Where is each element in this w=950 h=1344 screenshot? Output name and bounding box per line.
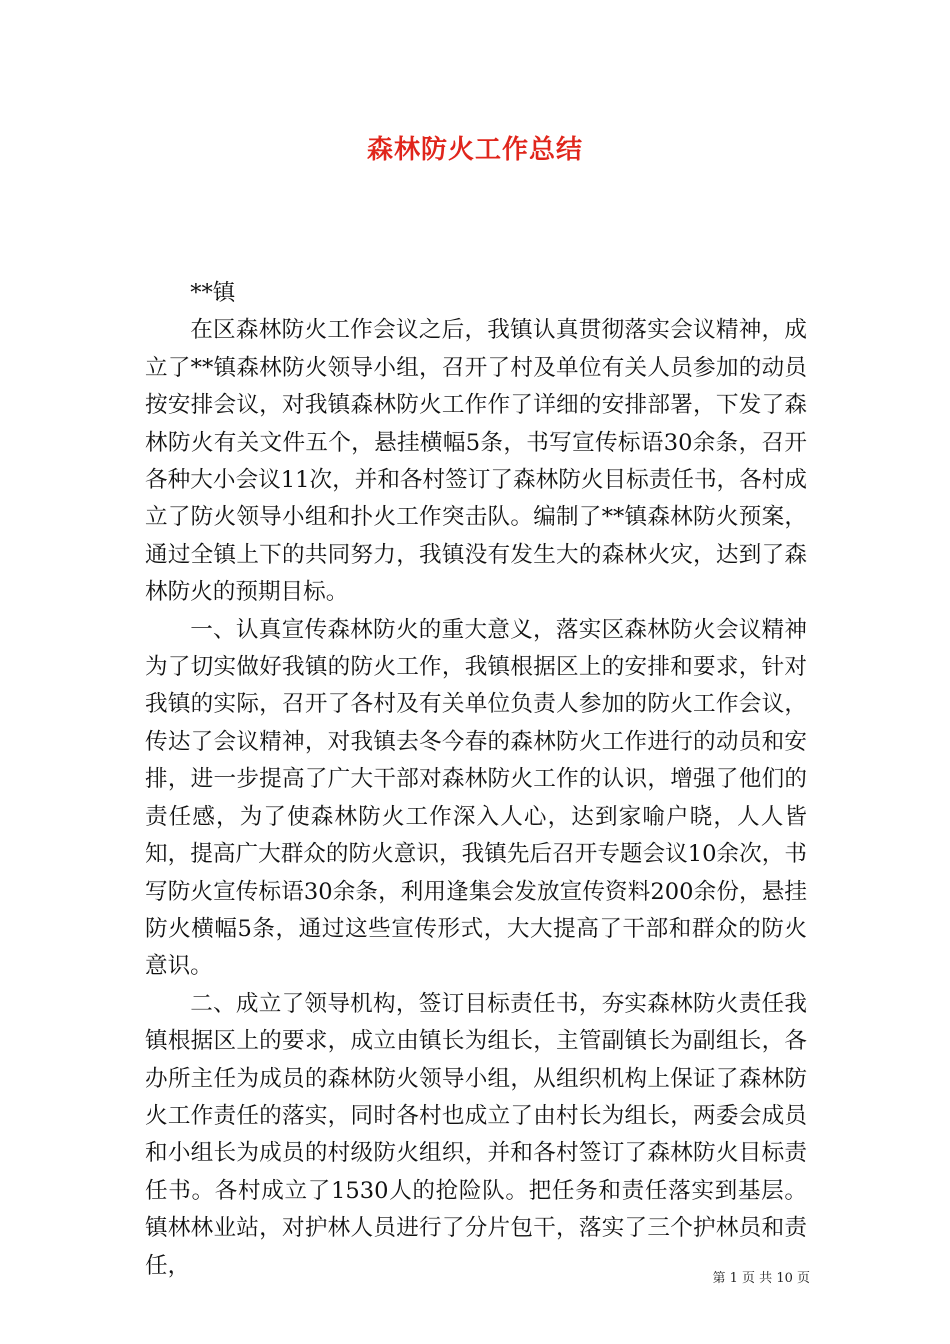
paragraph-section-2: 二、成立了领导机构，签订目标责任书，夯实森林防火责任我镇根据区上的要求，成立由镇长为组长，主管副镇长为副组长，各办所主任为成员的森林防火领导小组，从组织机构上保证了森林防火工作责任的落实，同时各村也成立了由村长为组长，两委会成员和小组长为成员的村级防火组织，并和各村签订了森林防火目标责任书。各村成立了1530人的抢险队。把任务和责任落实到基层。镇林林业站，对护林人员进行了分片包干，落实了三个护林员和责任，: [145, 990, 807, 1279]
paragraph-town: **镇: [190, 280, 236, 306]
document-body: [145, 275, 807, 1285]
page-title: 森林防火工作总结: [366, 135, 583, 165]
paragraph-intro: 在区森林防火工作会议之后，我镇认真贯彻落实会议精神，成立了**镇森林防火领导小组，召开了村及单位有关人员参加的动员按安排会议，对我镇森林防火工作作了详细的安排部署，下发了森林防火有关文件五个，悬挂横幅5条，书写宣传标语30余条，召开各种大小会议11次，并和各村签订了森林防火目标责任书，各村成立了防火领导小组和扑火工作突击队。编制了**镇森林防火预案，通过全镇上下的共同努力，我镇没有发生大的森林火灾，达到了森林防火的预期目标。: [145, 317, 807, 606]
page-number-footer: 第 1 页 共 10 页: [712, 1271, 810, 1286]
paragraph-section-1: 一、认真宣传森林防火的重大意义，落实区森林防火会议精神为了切实做好我镇的防火工作，我镇根据区上的安排和要求，针对我镇的实际，召开了各村及有关单位负责人参加的防火工作会议，传达了会议精神，对我镇去冬今春的森林防火工作进行的动员和安排，进一步提高了广大干部对森林防火工作的认识，增强了他们的责任感，为了使森林防火工作深入人心，达到家喻户晓，人人皆知，提高广大群众的防火意识，我镇先后召开专题会议10余次，书写防火宣传标语30余条，利用逢集会发放宣传资料200余份，悬挂防火横幅5条，通过这些宣传形式，大大提高了干部和群众的防火意识。: [145, 616, 807, 980]
